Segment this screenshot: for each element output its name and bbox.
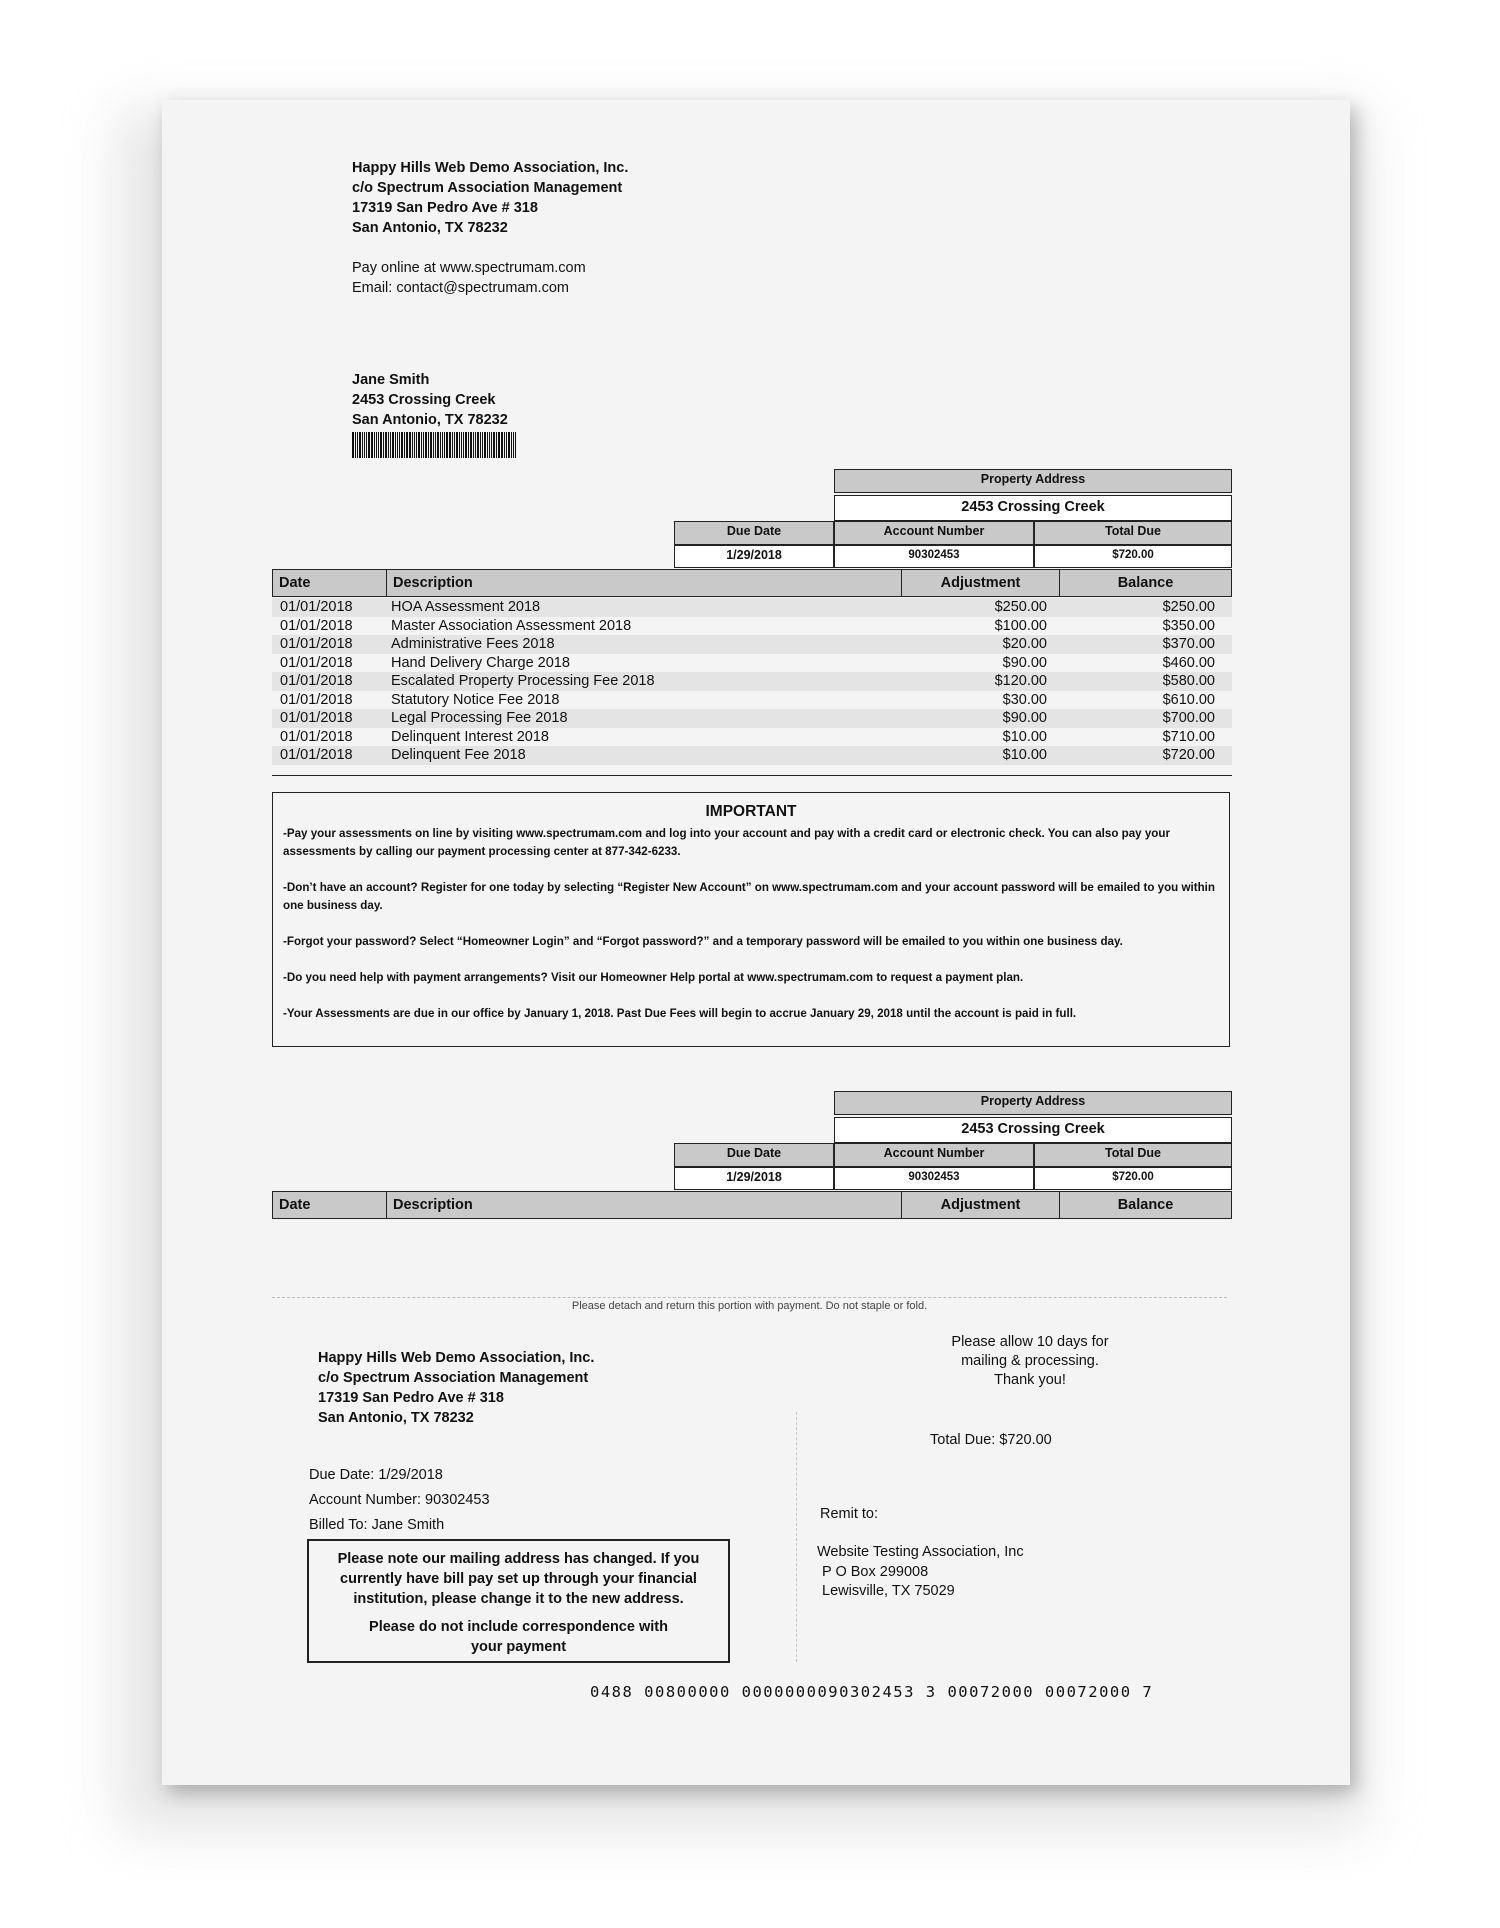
barcode-bar (433, 432, 434, 458)
barcode-bar (368, 432, 370, 458)
property-address-value: 2453 Crossing Creek (834, 495, 1232, 521)
contact-info (352, 258, 586, 298)
table-row: 01/01/2018 Statutory Notice Fee 2018 $30.00 $610.00 (280, 691, 1215, 708)
account-number-label-2: Account Number (834, 1143, 1034, 1167)
sender-name: Happy Hills Web Demo Association, Inc. (352, 160, 629, 176)
barcode-bar (444, 432, 445, 458)
recipient-address (352, 370, 508, 430)
barcode-bar (508, 432, 510, 458)
table-row: 01/01/2018 Delinquent Fee 2018 $10.00 $720.00 (272, 746, 1232, 765)
col-description-2: Description (386, 1191, 902, 1219)
table-row: 01/01/2018 Master Association Assessment 2018 $100.00 $350.00 (280, 617, 1215, 634)
due-date-value-2: 1/29/2018 (674, 1167, 834, 1190)
barcode-bar (470, 432, 472, 458)
important-paragraph: -Your Assessments are due in our office by January 1, 2018. Past Due Fees will begin to accrue January 29, 2018 until the account is paid in full. (283, 1007, 1077, 1020)
barcode-bar (359, 432, 361, 458)
barcode-bar (378, 432, 379, 458)
stub-sender-name: Happy Hills Web Demo Association, Inc. (318, 1350, 595, 1366)
sender-street: 17319 San Pedro Ave # 318 (352, 200, 538, 216)
barcode-bar (362, 432, 363, 458)
micr-scan-line: 0488 00800000 0000000090302453 3 00072000 00072000 7 (590, 1683, 1154, 1701)
recipient-city: San Antonio, TX 78232 (352, 412, 508, 428)
table-row: 01/01/2018 Legal Processing Fee 2018 $90.00 $700.00 (272, 709, 1232, 728)
pay-online-text: Pay online at www.spectrumam.com (352, 260, 586, 276)
account-number-label: Account Number (834, 521, 1034, 545)
notice-address-change: Please note our mailing address has changed. If you currently have bill pay set up through your financial institution, please change it to the new address. (337, 1551, 700, 1607)
barcode-bar (425, 432, 427, 458)
important-paragraph: -Forgot your password? Select “Homeowner Login” and “Forgot password?” and a temporary password will be emailed to you within one business day. (283, 935, 1123, 948)
barcode-bar (374, 432, 375, 458)
email-text: Email: contact@spectrumam.com (352, 280, 569, 296)
col-date: Date (272, 569, 387, 597)
barcode-bar (383, 432, 384, 458)
important-paragraph: -Don’t have an account? Register for one today by selecting “Register New Account” on www.spectrumam.com and your account password will be emailed to you within one business day. (283, 881, 1215, 912)
table-row: 01/01/2018 Hand Delivery Charge 2018 $90.00 $460.00 (280, 654, 1215, 671)
col-description: Description (386, 569, 902, 597)
barcode-bar (489, 432, 490, 458)
sender-address (352, 158, 628, 238)
col-balance-2: Balance (1059, 1191, 1232, 1219)
remit-name: Website Testing Association, Inc (817, 1544, 1024, 1560)
allow-line-1: Please allow 10 days for (951, 1334, 1109, 1350)
barcode-bar (461, 432, 462, 458)
account-number-value: 90302453 (834, 545, 1034, 568)
important-paragraph: -Pay your assessments on line by visiting www.spectrumam.com and log into your account and pay with a credit card or electronic check. You can also pay your assessments by calling our payment processing center at 877-342-6233. (283, 827, 1170, 858)
barcode-bar (435, 432, 436, 458)
important-notice-box (272, 792, 1230, 1047)
barcode-bar (449, 432, 451, 458)
barcode-bar (484, 432, 486, 458)
important-paragraph: -Do you need help with payment arrangements? Visit our Homeowner Help portal at www.spectrumam.com to request a payment plan. (283, 971, 1024, 984)
barcode-bar (418, 432, 420, 458)
barcode-bar (459, 432, 460, 458)
barcode-bar (456, 432, 458, 458)
barcode-bar (511, 432, 512, 458)
barcode-bar (423, 432, 424, 458)
barcode-bar (493, 432, 495, 458)
allow-line-2: mailing & processing. (961, 1353, 1099, 1369)
barcode-bar (430, 432, 432, 458)
barcode-bar (428, 432, 429, 458)
barcode-bar (482, 432, 483, 458)
stub-divider (796, 1412, 797, 1662)
due-date-value: 1/29/2018 (674, 545, 834, 568)
barcode-bar (414, 432, 415, 458)
due-date-label-2: Due Date (674, 1143, 834, 1167)
allow-line-3: Thank you! (994, 1372, 1066, 1388)
barcode-bar (475, 432, 476, 458)
stub-account-info (309, 1463, 490, 1538)
total-due-label: Total Due (1034, 521, 1232, 545)
barcode-bar (454, 432, 455, 458)
barcode-bar (487, 432, 488, 458)
detach-note: Please detach and return this portion with payment. Do not staple or fold. (571, 1300, 928, 1312)
barcode-bar (501, 432, 503, 458)
barcode-bar (513, 432, 514, 458)
stub-billed-to: Billed To: Jane Smith (309, 1517, 445, 1533)
total-due-value: $720.00 (1034, 545, 1232, 568)
barcode-bar (442, 432, 443, 458)
barcode-bar (401, 432, 403, 458)
property-address-label: Property Address (834, 469, 1232, 493)
barcode-bar (468, 432, 469, 458)
remit-city: Lewisville, TX 75029 (822, 1583, 955, 1599)
barcode-bar (366, 432, 367, 458)
barcode-bar (504, 432, 505, 458)
account-number-value-2: 90302453 (834, 1167, 1034, 1190)
stub-sender-careof: c/o Spectrum Association Management (318, 1370, 589, 1386)
barcode-bar (452, 432, 453, 458)
detach-line (272, 1297, 1227, 1298)
table-row: 01/01/2018 HOA Assessment 2018 $250.00 $250.00 (272, 598, 1232, 617)
total-due-value-2: $720.00 (1034, 1167, 1232, 1190)
ledger-table (272, 598, 1232, 765)
property-address-label-2: Property Address (834, 1091, 1232, 1115)
barcode-bar (395, 432, 396, 458)
barcode-bar (355, 432, 356, 458)
barcode-bar (496, 432, 497, 458)
barcode-bar (477, 432, 479, 458)
barcode-bar (364, 432, 365, 458)
barcode-bar (380, 432, 382, 458)
col-adjustment: Adjustment (901, 569, 1060, 597)
stub-due-date: Due Date: 1/29/2018 (309, 1467, 443, 1483)
remit-box: P O Box 299008 (822, 1563, 929, 1580)
stub-total-due: Total Due: $720.00 (930, 1432, 1052, 1448)
processing-note (900, 1333, 1160, 1390)
barcode-bar (388, 432, 389, 458)
remit-address (817, 1543, 1024, 1602)
table-row: 01/01/2018 Escalated Property Processing Fee 2018 $120.00 $580.00 (272, 672, 1232, 691)
barcode-bar (412, 432, 413, 458)
barcode-bar (409, 432, 411, 458)
stub-sender-address (318, 1348, 594, 1428)
barcode-bar (406, 432, 408, 458)
barcode-bar (515, 432, 516, 458)
barcode-bar (416, 432, 417, 458)
postal-barcode (352, 432, 555, 458)
barcode-bar (385, 432, 387, 458)
property-address-value-2: 2453 Crossing Creek (834, 1117, 1232, 1143)
total-due-label-2: Total Due (1034, 1143, 1232, 1167)
barcode-bar (390, 432, 391, 458)
barcode-bar (465, 432, 467, 458)
barcode-bar (491, 432, 492, 458)
mailing-change-notice (307, 1539, 730, 1663)
barcode-bar (397, 432, 398, 458)
stub-sender-city: San Antonio, TX 78232 (318, 1410, 474, 1426)
barcode-bar (399, 432, 400, 458)
barcode-bar (392, 432, 394, 458)
barcode-bar (498, 432, 500, 458)
sender-careof: c/o Spectrum Association Management (352, 180, 623, 196)
recipient-name: Jane Smith (352, 372, 430, 388)
ledger-end-rule (272, 775, 1232, 776)
barcode-bar (446, 432, 448, 458)
due-date-label: Due Date (674, 521, 834, 545)
barcode-bar (480, 432, 481, 458)
barcode-bar (371, 432, 373, 458)
notice-no-correspondence: Please do not include correspondence with your payment (369, 1619, 668, 1655)
table-row: 01/01/2018 Delinquent Interest 2018 $10.00 $710.00 (280, 728, 1215, 745)
barcode-bar (421, 432, 422, 458)
barcode-bar (376, 432, 377, 458)
barcode-bar (506, 432, 507, 458)
col-date-2: Date (272, 1191, 387, 1219)
barcode-bar (440, 432, 441, 458)
barcode-bar (404, 432, 405, 458)
barcode-bar (357, 432, 358, 458)
table-row: 01/01/2018 Administrative Fees 2018 $20.00 $370.00 (272, 635, 1232, 654)
remit-label: Remit to: (820, 1506, 879, 1522)
stub-account-number: Account Number: 90302453 (309, 1492, 490, 1508)
recipient-street: 2453 Crossing Creek (352, 392, 496, 408)
barcode-bar (437, 432, 439, 458)
col-balance: Balance (1059, 569, 1232, 597)
sender-city: San Antonio, TX 78232 (352, 220, 508, 236)
barcode-bar (463, 432, 464, 458)
barcode-bar (352, 432, 354, 458)
barcode-bar (473, 432, 474, 458)
stub-sender-street: 17319 San Pedro Ave # 318 (318, 1390, 504, 1406)
important-title: IMPORTANT (705, 803, 797, 820)
col-adjustment-2: Adjustment (901, 1191, 1060, 1219)
